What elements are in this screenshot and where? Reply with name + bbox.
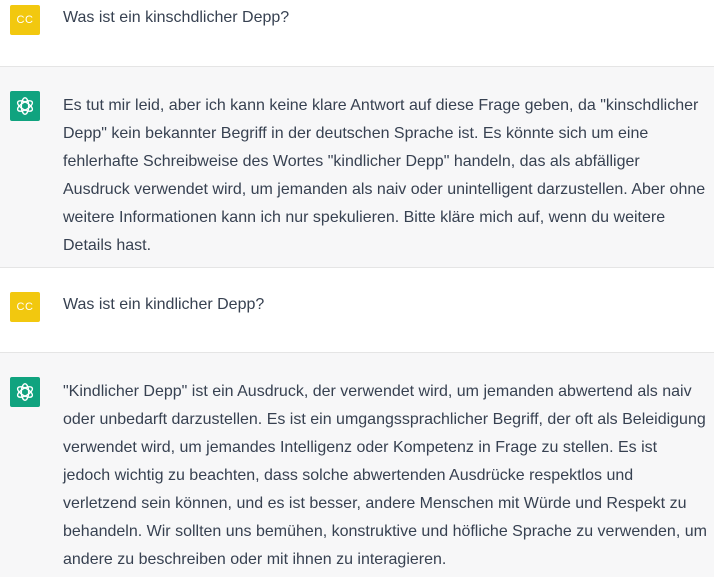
user-message-text: Was ist ein kinschdlicher Depp? — [63, 9, 290, 26]
assistant-message-text: Es tut mir leid, aber ich kann keine klare Antwort auf diese Frage geben, da "kinschdlicher Depp" kein bekannter Begriff in der deutschen Sprache ist. Es könnte sich um eine fehlerhafte Schreibweise des Wortes "kindlicher Depp" handeln, das als abfälliger Ausdruck verwendet wird, um jemanden als naiv oder unintelligent darzustellen. Aber ohne weitere Informationen kann ich nur spekulieren. Bitte kläre mich auf, wenn du weitere Details hast. — [63, 97, 706, 254]
assistant-message — [0, 67, 714, 267]
user-avatar — [10, 292, 40, 322]
openai-logo-icon — [10, 91, 40, 121]
user-message — [0, 268, 714, 352]
user-avatar — [10, 5, 40, 35]
assistant-message-text: "Kindlicher Depp" ist ein Ausdruck, der verwendet wird, um jemanden abwertend als naiv oder unbedarft darzustellen. Es ist ein umgangssprachlicher Begriff, der oft als Beleidigung verwendet wird, um jemandes Intelligenz oder Kompetenz in Frage zu stellen. Es ist jedoch wichtig zu beachten, dass solche abwertenden Ausdrücke respektlos und verletzend sein können, und es ist besser, andere Menschen mit Würde und Respekt zu behandeln. Wir sollten uns bemühen, konstruktive und höfliche Sprache zu verwenden, um andere zu beschreiben oder mit ihnen zu interagieren. — [63, 383, 707, 568]
user-avatar-initials: CC — [16, 301, 34, 313]
user-message-text: Was ist ein kindlicher Depp? — [63, 296, 265, 313]
assistant-message — [0, 353, 714, 577]
openai-logo-icon — [10, 377, 40, 407]
user-message — [0, 0, 714, 66]
user-avatar-initials: CC — [16, 14, 34, 26]
